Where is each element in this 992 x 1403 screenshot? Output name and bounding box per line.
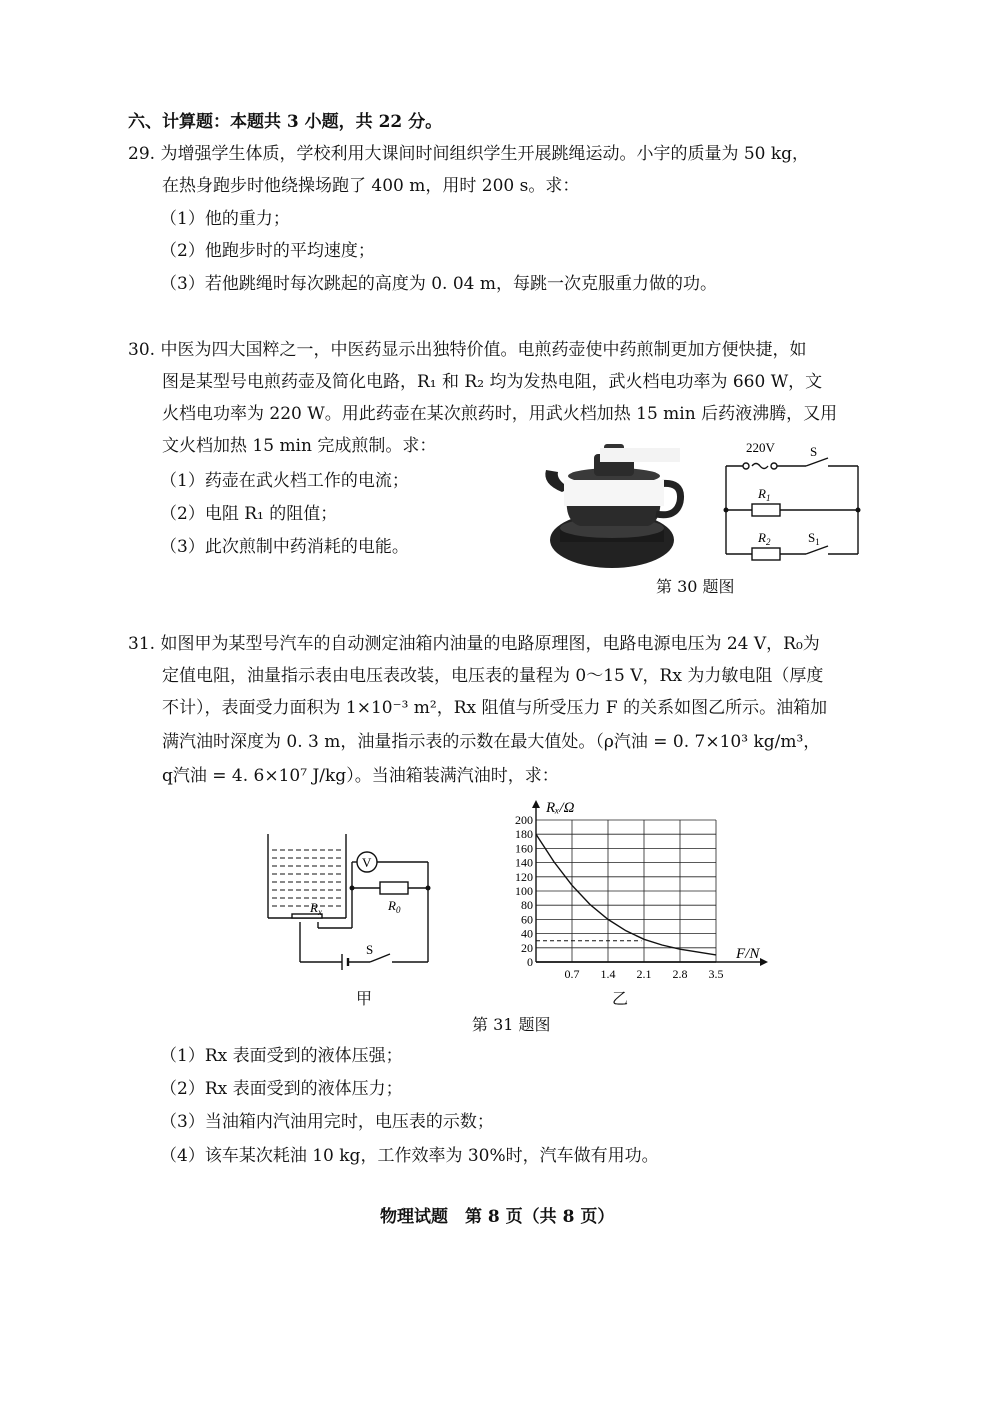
teapot-image [540,440,690,572]
chart-x-axis-label: F/N [736,946,760,962]
q30-line2b: R₁ 和 R₂ 均为发热电阻，武火档电功率为 660 W，文 [417,372,823,392]
chart-y-tick-label: 140 [515,855,533,870]
q30-line4: 文火档加热 15 min 完成煎制。求： [162,436,437,456]
chart-y-tick-label: 0 [527,955,533,969]
chart-x-tick-label: 2.1 [636,967,652,981]
page-footer: 物理试题 第 8 页（共 8 页） [380,1207,615,1227]
chart-y-axis-label: Rₓ/Ω [546,800,575,816]
q29-line1: 29. 为增强学生体质，学校利用大课间时间组织学生开展跳绳运动。小宇的质量为 50 kg， [128,144,810,164]
section-header: 六、计算题：本题共 3 小题，共 22 分。 [128,112,443,132]
chart-y-ticks [515,813,533,969]
q31-circuit-diagram [262,830,440,975]
chart-x-tick-label: 1.4 [600,967,616,981]
chart-y-tick-label: 180 [515,827,533,842]
q31-line2: 定值电阻，油量指示表由电压表改装，电压表的量程为 0～15 V，Rx 为力敏电阻（厚度 [162,666,824,686]
chart-y-tick-label: 160 [515,841,533,856]
q29-part3: （3）若他跳绳时每次跳起的高度为 0. 04 m，每跳一次克服重力做的功。 [160,274,717,294]
q31-line1: 31. 如图甲为某型号汽车的自动测定油箱内油量的电路原理图，电路电源电压为 24 V，R₀为 [128,634,820,654]
q31-yi-label: 乙 [612,989,629,1008]
q30-switch-label: S [810,444,818,459]
chart-y-tick-label: 80 [521,898,533,913]
q31-r0-label: $R_0$ [388,898,401,915]
chart-y-tick-label: 40 [521,926,533,941]
q30-r1-label: $R_1$ [758,486,771,503]
q31-part1: （1）Rx 表面受到的液体压强； [160,1046,403,1066]
chart-series-line [536,834,716,955]
rx-force-chart [490,796,780,986]
chart-y-tick-label: 20 [521,940,533,955]
q31-figure-caption: 第 31 题图 [472,1015,551,1034]
q30-part1: （1）药壶在武火档工作的电流； [160,471,409,491]
q30-line1: 30. 中医为四大国粹之一，中医药显示出独特价值。电煎药壶使中药煎制更加方便快捷，如 [128,340,807,360]
q29-line2: 在热身跑步时他绕操场跑了 400 m，用时 200 s。求： [162,176,580,196]
q30-circuit-diagram [722,436,870,564]
chart-x-tick-label: 0.7 [564,967,580,981]
q29-part2: （2）他跑步时的平均速度； [160,241,375,261]
q30-line2a: 图是某型号电煎药壶及简化电路， [162,372,417,392]
q31-jia-label: 甲 [356,989,373,1008]
chart-y-tick-label: 100 [515,884,533,898]
chart-x-arrow [760,958,768,966]
q31-part2: （2）Rx 表面受到的液体压力； [160,1079,403,1099]
q31-switch-label: S [366,942,374,957]
chart-x-tick-label: 3.5 [708,967,724,981]
q30-part2: （2）电阻 R₁ 的阻值； [160,504,338,524]
q31-part3: （3）当油箱内汽油用完时，电压表的示数； [160,1112,494,1132]
chart-y-tick-label: 200 [515,813,533,827]
chart-y-tick-label: 120 [515,869,533,884]
chart-y-tick-label: 60 [521,912,533,927]
chart-y-arrow [532,800,540,808]
q31-part4: （4）该车某次耗油 10 kg，工作效率为 30%时，汽车做有用功。 [160,1146,659,1166]
chart-x-tick-label: 2.8 [672,967,688,981]
q31-line3: 不计），表面受力面积为 1×10⁻³ m²，Rx 阻值与所受压力 F 的关系如图乙所示。油箱加 [162,698,828,718]
chart-x-ticks [565,967,724,981]
q30-line3: 火档电功率为 220 W。用此药壶在某次煎药时，用武火档加热 15 min 后药液沸腾，又用 [162,404,838,424]
q29-part1: （1）他的重力； [160,209,290,229]
q30-figure-caption: 第 30 题图 [656,577,735,596]
q31-voltmeter-label: V [362,855,372,870]
q30-line2 [162,370,822,394]
q30-r2-label: $R_2$ [758,530,771,547]
q31-line4: 满汽油时深度为 0. 3 m，油量指示表的示数在最大值处。（ρ汽油 = 0. 7×10³ kg/m³， [162,732,821,752]
q31-rx-label: $R_x$ [310,900,322,917]
q31-line5: q汽油 = 4. 6×10⁷ J/kg）。当油箱装满汽油时，求： [162,766,559,786]
q30-s1-label: $S_1$ [808,530,820,547]
q30-part3: （3）此次煎制中药消耗的电能。 [160,537,409,557]
q30-voltage-label: 220V [746,440,775,455]
